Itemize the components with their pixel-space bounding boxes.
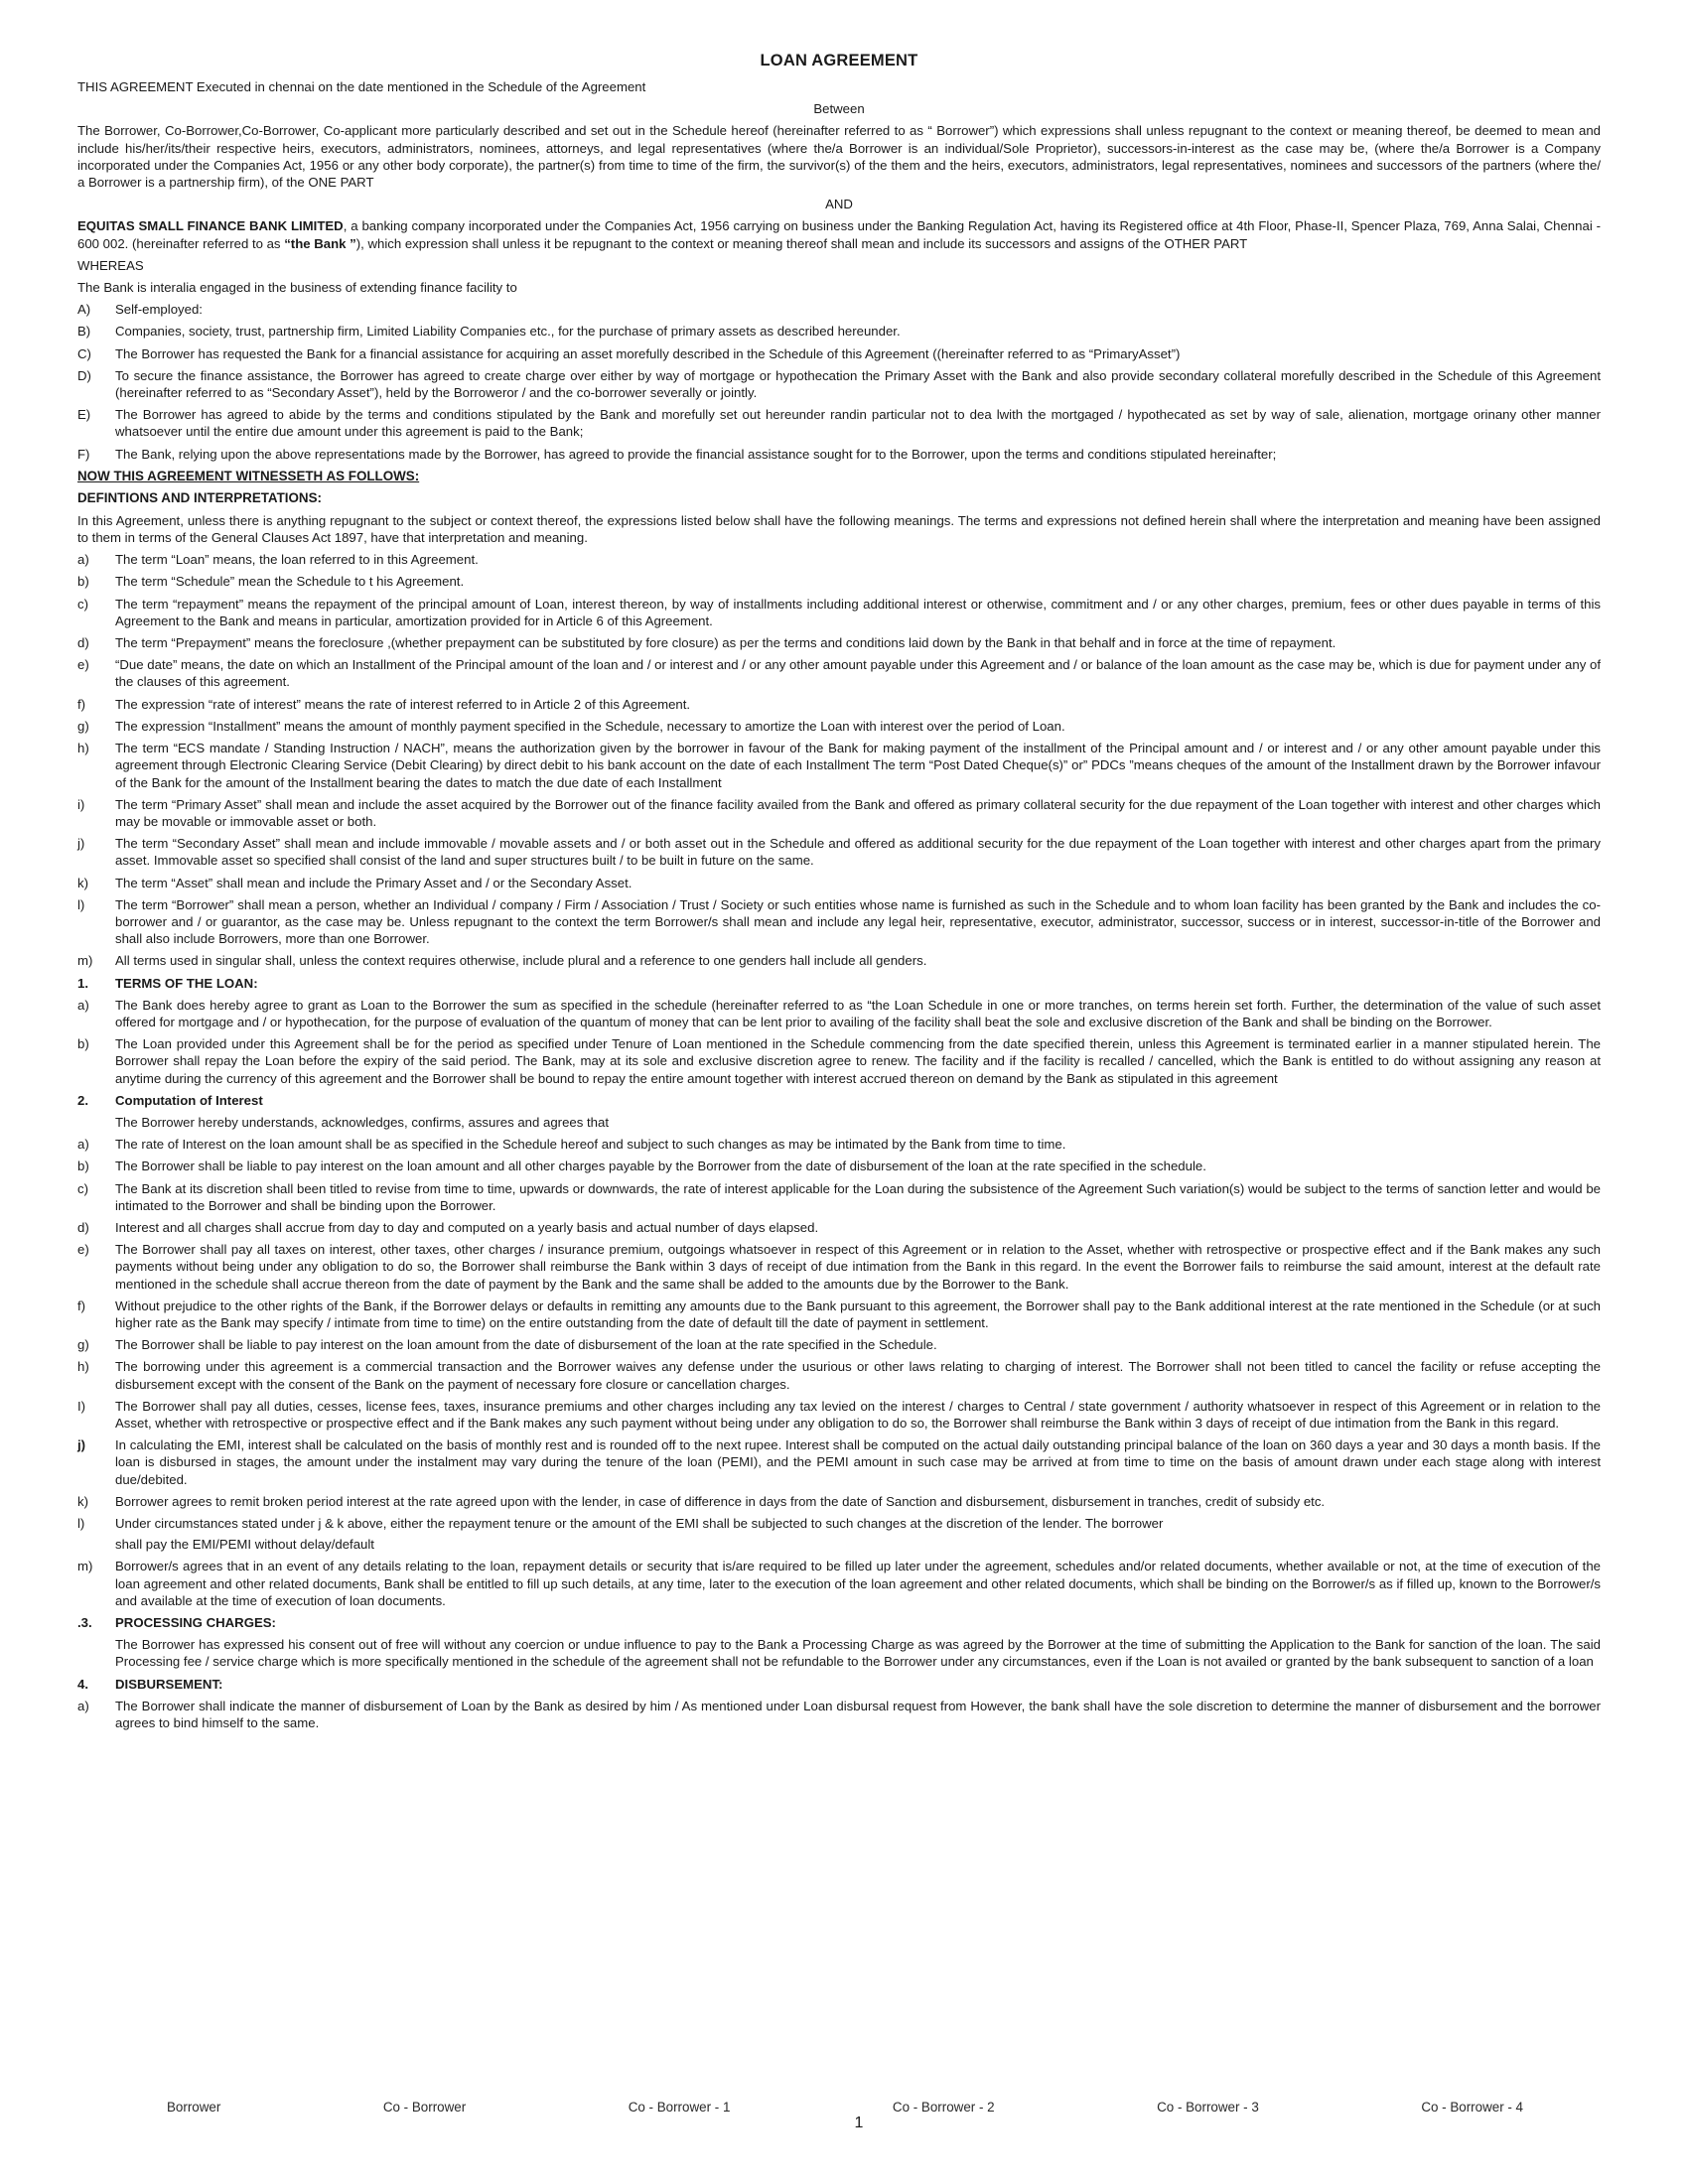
definitions-heading: DEFINTIONS AND INTERPRETATIONS: — [77, 490, 322, 506]
section-2-item-text: The rate of Interest on the loan amount shall be as specified in the Schedule hereof and subject to such changes as may be intimated by the Bank from time to time. — [115, 1137, 1066, 1153]
definition-text: “Due date” means, the date on which an Installment of the Principal amount of the loan and / or interest and / or any other amount payable under this Agreement and / or balance of the loan amount as the case may be, which is due for payment under any of the clauses of this agreement. — [115, 657, 1601, 690]
recital-marker: F) — [77, 446, 90, 462]
section-2-item-marker: I) — [77, 1398, 86, 1414]
definitions-lead: In this Agreement, unless there is anything repugnant to the subject or context thereof, the expressions listed below shall have the following meanings. The terms and expressions not defined herein shall where the interpretation and meaning have been assigned to them in terms of the General Clauses Act 1897, have that interpretation and meaning. — [77, 512, 1601, 546]
definition-marker: l) — [77, 896, 85, 912]
definition-marker: j) — [77, 836, 85, 852]
bank-para-part2: ), which expression shall unless it be repugnant to the context or meaning thereof shall mean and include its successors and assigns of the OTHER PART — [355, 235, 1248, 251]
section-2-item — [77, 1219, 1601, 1236]
signature-label-co-borrower-4: Co - Borrower - 4 — [1421, 2100, 1523, 2115]
section-1-number: 1. — [77, 975, 88, 991]
section-2-item-text: The Borrower shall pay all duties, cesses, license fees, taxes, insurance premiums and other charges including any tax levied on the interest / charges to Central / state government / authority whatsoever in respect of this Agreement or in relation to the Asset, whether with retrospective or prospective effect and if the Bank makes any such payment without being under any obligation to do so, the Borrower shall reimburse the Bank within 3 days of receipt of due intimation from the Bank in this regard. — [115, 1398, 1601, 1431]
recital-text: The Borrower has agreed to abide by the terms and conditions stipulated by the Bank and morefully set out hereunder randin particular not to dea lwith the mortgaged / hypothecated as set by way of sale, alienation, mortgage orinany other manner whatsoever until the entire due amount under this agreement is paid to the Bank; — [115, 407, 1601, 440]
between-label: Between — [813, 101, 865, 117]
signature-row — [77, 2100, 1601, 2115]
section-2-item — [77, 1136, 1601, 1153]
whereas-label: WHEREAS — [77, 257, 144, 273]
recital-marker: C) — [77, 345, 91, 361]
section-2-item-text: The borrowing under this agreement is a commercial transaction and the Borrower waives any defense under the usurious or other laws relating to charging of interest. The Borrower shall not been titled to cancel the facility or refuse accepting the disbursement except with the consent of the Bank on the payment of necessary fore closure or cancellation charges. — [115, 1359, 1601, 1392]
page-number-wrap — [77, 2115, 1601, 2132]
section-2-item-text: Under circumstances stated under j & k above, either the repayment tenure or the amount of the EMI shall be subjected to such changes at the discretion of the lender. The borrower — [115, 1516, 1164, 1532]
section-2-item-text: shall pay the EMI/PEMI without delay/default — [115, 1537, 374, 1553]
section-2-item-text: The Borrower shall pay all taxes on interest, other taxes, other charges / insurance premium, outgoings whatsoever in respect of this Agreement or in relation to the Asset, whether with retrospective or prospective effect and if the Bank makes any such payments without being under any obligation to do so, the Borrower shall reimburse the Bank within 3 days of receipt of due intimation from the Bank in this regard. In the event the Borrower fails to reimburse the said amount, interest at the default rate mentioned in the schedule shall accrue thereon from the date of payment by the Bank and the same shall be added to the amounts due by the Borrower to the Bank. — [115, 1242, 1601, 1292]
section-2-item-marker: h) — [77, 1359, 89, 1375]
recital-text: The Bank, relying upon the above representations made by the Borrower, has agreed to provide the financial assistance sought for to the Borrower, upon the terms and conditions stipulated hereinafter; — [115, 446, 1277, 462]
section-2-item — [77, 1515, 1601, 1532]
intro-line: THIS AGREEMENT Executed in chennai on the date mentioned in the Schedule of the Agreement — [77, 79, 646, 94]
section-3-heading — [77, 1614, 1601, 1631]
section-3-title: PROCESSING CHARGES: — [115, 1615, 276, 1631]
definition-text: The term “Schedule” mean the Schedule to t his Agreement. — [115, 574, 465, 590]
definition-text: The term “Borrower” shall mean a person, whether an Individual / company / Firm / Association / Trust / Society or such entities whose name is furnished as such in the Schedule and to whom loan facility has been granted by the Bank and includes the co-borrower and / or guarantor, as the case may be. Unless repugnant to the context the term Borrower/s shall mean and include any legal heir, representative, executor, administrator, successor, success or in interest, successor-in-title of the Borrower and shall also include Borrowers, more than one Borrower. — [115, 896, 1601, 947]
section-2-item-text: Without prejudice to the other rights of the Bank, if the Borrower delays or defaults in remitting any amounts due to the Bank pursuant to this agreement, the Borrower shall pay to the Bank additional interest at the rate mentioned in the Schedule (or at such higher rate as the Bank may specify / intimate from time to time) on the entire outstanding from the date of default till the date of payment in settlement. — [115, 1297, 1601, 1330]
recital-marker: E) — [77, 407, 91, 423]
recital-marker: A) — [77, 302, 91, 318]
definition-item — [77, 573, 1601, 590]
section-2-item — [77, 1297, 1601, 1331]
section-2-item — [77, 1558, 1601, 1609]
definition-text: The term “ECS mandate / Standing Instruction / NACH”, means the authorization given by the borrower in favour of the Bank for making payment of the installment of the Principal amount and / or interest and / or any other amount payable under this agreement through Electronic Clearing Service (Debit Clearing) by direct debit to his bank account on the date of each Installment The term “Post Dated Cheque(s)” or” PDCs ”means cheques of the amount of the Installment drawn by the Borrower infavour of the Bank for the amount of the Installment bearing the dates to match the due date of each Installment — [115, 741, 1601, 790]
section-1-item-text: The Bank does hereby agree to grant as Loan to the Borrower the sum as specified in the schedule (hereinafter referred to as “the Loan Schedule in one or more tranches, on terms herein set forth. Further, the determination of the value of such asset offered for mortgage and / or hypothecation, for the purpose of evaluation of the quantum of money that can be lent prior to availing of the facility shall beat the sole and exclusive discretion of the Bank and shall be binding on the Borrower. — [115, 997, 1601, 1029]
signature-label-co-borrower-2: Co - Borrower - 2 — [892, 2100, 995, 2115]
section-4-item-text: The Borrower shall indicate the manner of disbursement of Loan by the Bank as desired by him / As mentioned under Loan disbursal request from However, the bank shall have the sole discretion to determine the manner of disbursement and the borrower agrees to bind himself to the same. — [115, 1698, 1601, 1731]
section-4-title: DISBURSEMENT: — [115, 1676, 223, 1692]
borrower-definition-paragraph: The Borrower, Co-Borrower,Co-Borrower, Co-applicant more particularly described and set out in the Schedule hereof (hereinafter referred to as “ Borrower”) which expressions shall unless repugnant to the context or meaning thereof, be deemed to mean and include his/her/its/their respective heirs, executors, administrators, nominees, attorneys, and legal representatives (where the/a Borrower is an individual/Sole Proprietor), successors-in-interest as the case may be, (where the/a Borrower is a Company incorporated under the Companies Act, 1956 or any other body corporate), the partner(s) from time to time of the firm, the survivor(s) of the them and the heirs, executors, administrators, legal representatives, nominees and successors of the partners (where the/ a Borrower is a partnership firm), of the ONE PART — [77, 123, 1601, 191]
section-2-item-text: The Borrower shall be liable to pay interest on the loan amount from the date of disbursement of the loan at the rate specified in the Schedule. — [115, 1337, 937, 1353]
section-2-item-continuation — [77, 1536, 1601, 1553]
section-2-title: Computation of Interest — [115, 1092, 263, 1108]
section-2-item-text: Borrower agrees to remit broken period interest at the rate agreed upon with the lender, in case of difference in days from the date of Sanction and disbursement, disbursement in tranches, credit of subsidy etc. — [115, 1493, 1326, 1509]
section-2-lead: The Borrower hereby understands, acknowledges, confirms, assures and agrees that — [115, 1114, 609, 1130]
bank-para-part1: , a banking company incorporated under the Companies Act, 1956 carrying on business under the Banking Regulation Act, having its Registered office at 4th Floor, Phase-II, Spencer Plaza, 769, Anna Salai, Chennai - 600 002. (hereinafter referred to as — [77, 218, 1601, 251]
definition-item — [77, 835, 1601, 869]
page-number: 1 — [854, 2115, 864, 2131]
section-2-item-text: Borrower/s agrees that in an event of any details relating to the loan, repayment details or security that is/are required to be filled up later under the agreement, schedules and/or related documents, whether available or not, at the time of execution of the loan agreement and other related documents, Bank shall be entitled to fill up such details, at any time, later to the execution of the loan agreement and other related documents, which shall be binding on the Borrower/s as if filled up, known to the Borrower/s and available at the time of execution of loan documents. — [115, 1559, 1601, 1608]
definition-marker: c) — [77, 596, 88, 612]
definition-text: The term “Loan” means, the loan referred to in this Agreement. — [115, 552, 479, 568]
definition-text: The expression “Installment” means the amount of monthly payment specified in the Schedule, necessary to amortize the Loan with interest over the period of Loan. — [115, 718, 1065, 734]
definition-item — [77, 952, 1601, 969]
witnesseth-heading: NOW THIS AGREEMENT WITNESSETH AS FOLLOWS: — [77, 468, 420, 483]
definition-marker: f) — [77, 696, 86, 712]
definition-marker: m) — [77, 953, 93, 969]
section-2-item — [77, 1493, 1601, 1510]
and-label: AND — [825, 197, 853, 212]
section-4-item-marker: a) — [77, 1698, 89, 1713]
section-2-item-marker: g) — [77, 1337, 89, 1353]
recital-item — [77, 367, 1601, 401]
recital-item — [77, 406, 1601, 440]
definition-text: The expression “rate of interest” means the rate of interest referred to in Article 2 of this Agreement. — [115, 696, 691, 712]
section-3-body: The Borrower has expressed his consent out of free will without any coercion or undue influence to pay to the Bank a Processing Charge as was agreed by the Borrower at the time of submitting the Application to the Bank for sanction of the loan. The said Processing fee / service charge which is more specifically mentioned in the schedule of the agreement shall not be refundable to the Borrower under any circumstances, even if the Loan is not availed or granted by the bank subsequent to sanction of a loan — [115, 1637, 1601, 1670]
definition-marker: k) — [77, 875, 88, 890]
section-2-number: 2. — [77, 1092, 88, 1108]
whereas-lead: The Bank is interalia engaged in the business of extending finance facility to — [77, 280, 517, 296]
definition-marker: d) — [77, 635, 89, 651]
section-1-item — [77, 1035, 1601, 1087]
signature-label-co-borrower-3: Co - Borrower - 3 — [1157, 2100, 1259, 2115]
section-2-item — [77, 1158, 1601, 1174]
recital-marker: D) — [77, 367, 91, 383]
section-2-item-marker: a) — [77, 1137, 89, 1153]
page-footer — [77, 2100, 1601, 2132]
section-4-heading — [77, 1676, 1601, 1693]
signature-label-co-borrower: Co - Borrower — [382, 2100, 467, 2115]
section-2-item-marker: d) — [77, 1219, 89, 1235]
section-2-item-marker: c) — [77, 1180, 88, 1196]
definition-text: The term “Primary Asset” shall mean and include the asset acquired by the Borrower out of the finance facility availed from the Bank and offered as primary collateral security for the due repayment of the Loan together with interest and other charges which may be movable or immovable asset or both. — [115, 796, 1601, 829]
section-2-item — [77, 1336, 1601, 1353]
definition-item — [77, 634, 1601, 651]
bank-definition-paragraph — [77, 217, 1601, 251]
definition-item — [77, 596, 1601, 629]
signature-label-co-borrower-1: Co - Borrower - 1 — [628, 2100, 731, 2115]
section-2-item — [77, 1241, 1601, 1293]
recital-item — [77, 345, 1601, 362]
definition-marker: i) — [77, 796, 85, 812]
definition-item — [77, 896, 1601, 948]
definition-marker: b) — [77, 574, 89, 590]
recital-text: To secure the finance assistance, the Borrower has agreed to create charge over either by way of mortgage or hypothecation the Primary Asset with the Bank and also provide secondary collateral morefully described in the Schedule of this Agreement (hereinafter referred to as “Secondary Asset”), held by the Borroweror / and the co-borrower severally or jointly. — [115, 367, 1601, 401]
section-2-item-marker: k) — [77, 1493, 88, 1509]
recital-text: Self-employed: — [115, 302, 203, 318]
page-title: LOAN AGREEMENT — [760, 52, 918, 69]
definition-item — [77, 718, 1601, 735]
section-2-item-text: The Bank at its discretion shall been titled to revise from time to time, upwards or downwards, the rate of interest applicable for the Loan during the subsistence of the Agreement Such variation(s) would be subject to the terms of sanction letter and would be intimated to the Borrower and shall be binding upon the Borrower. — [115, 1180, 1601, 1213]
section-3-number: .3. — [77, 1615, 92, 1631]
definition-item — [77, 740, 1601, 791]
recital-item — [77, 446, 1601, 463]
section-1-heading — [77, 975, 1601, 992]
section-2-heading — [77, 1092, 1601, 1109]
signature-label-borrower: Borrower — [167, 2100, 221, 2115]
recital-item — [77, 301, 1601, 318]
definition-marker: g) — [77, 718, 89, 734]
definition-item — [77, 875, 1601, 891]
definition-text: The term “Prepayment” means the foreclosure ,(whether prepayment can be substituted by fore closure) as per the terms and conditions laid down by the Bank in that behalf and in force at the time of repayment. — [115, 635, 1336, 651]
definition-text: All terms used in singular shall, unless the context requires otherwise, include plural and a reference to one genders hall include all genders. — [115, 953, 927, 969]
definition-item — [77, 551, 1601, 568]
definition-marker: h) — [77, 741, 89, 756]
definition-text: The term “repayment” means the repayment of the principal amount of Loan, interest thereon, by way of installments including additional interest or otherwise, commitment and / or any other charges, premium, fees or other dues payable in terms of this Agreement to the Bank and means in particular, amortization provided for in Article 6 of this Agreement. — [115, 596, 1601, 628]
definition-item — [77, 796, 1601, 830]
recital-item — [77, 323, 1601, 340]
bank-name: EQUITAS SMALL FINANCE BANK LIMITED — [77, 218, 344, 234]
section-1-item-text: The Loan provided under this Agreement shall be for the period as specified under Tenure of Loan mentioned in the Schedule commencing from the date specified therein, unless this Agreement is terminated earlier in a manner stipulated herein. The Borrower shall repay the Loan before the expiry of the said period. The Bank, may at its sole and exclusive discretion agree to renew. The facility and if the facility is recalled / cancelled, which the Bank is entitled to do without assigning any reason at anytime during the currency of this agreement and the Borrower shall be bound to repay the entire amount together with interest accrued thereon on demand by the Bank as stipulated in this agreement — [115, 1036, 1601, 1086]
recital-text: Companies, society, trust, partnership firm, Limited Liability Companies etc., for the purchase of primary assets as described hereunder. — [115, 324, 901, 340]
section-1-title: TERMS OF THE LOAN: — [115, 975, 258, 991]
section-1-item-marker: b) — [77, 1036, 89, 1052]
section-2-item-marker: e) — [77, 1242, 89, 1258]
definition-text: The term “Secondary Asset” shall mean and include immovable / movable assets and / or both asset out in the Schedule and offered as additional security for the due repayment of the Loan together with interest and other charges apart from the primary asset. Immovable asset so specified shall consist of the land and super structures built / to be built in future on the same. — [115, 836, 1601, 869]
section-2-item-marker: f) — [77, 1297, 86, 1313]
definition-item — [77, 696, 1601, 713]
section-1-item — [77, 997, 1601, 1030]
recital-text: The Borrower has requested the Bank for a financial assistance for acquiring an asset morefully described in the Schedule of this Agreement ((hereinafter referred to as “PrimaryAsset”) — [115, 345, 1181, 361]
section-1-item-marker: a) — [77, 997, 89, 1013]
section-2-item-marker: b) — [77, 1159, 89, 1174]
section-4-number: 4. — [77, 1676, 88, 1692]
section-2-item-text: The Borrower shall be liable to pay interest on the loan amount and all other charges payable by the Borrower from the date of disbursement of the loan at the rate specified in the schedule. — [115, 1159, 1206, 1174]
recital-marker: B) — [77, 324, 91, 340]
section-2-item — [77, 1398, 1601, 1432]
definition-text: The term “Asset” shall mean and include the Primary Asset and / or the Secondary Asset. — [115, 875, 633, 890]
section-2-item-text: Interest and all charges shall accrue from day to day and computed on a yearly basis and actual number of days elapsed. — [115, 1219, 819, 1235]
definition-marker: a) — [77, 552, 89, 568]
section-2-item-marker: l) — [77, 1516, 85, 1532]
section-2-item — [77, 1358, 1601, 1392]
section-2-item-text: In calculating the EMI, interest shall be calculated on the basis of monthly rest and is rounded off to the next rupee. Interest shall be computed on the actual daily outstanding principal balance of the loan on 360 days a year and 30 days a month basis. If the loan is disbursed in stages, the amount under the instalment may vary during the tenure of the loan (PEMI), and the PEMI amount in such case may be arrived at from time to time on the basis of amount drawn under each stage along with interest due/debited. — [115, 1437, 1601, 1487]
section-2-item — [77, 1436, 1601, 1488]
definition-marker: e) — [77, 657, 89, 673]
section-4-item — [77, 1698, 1601, 1731]
section-2-item — [77, 1180, 1601, 1214]
bank-quoted-term: “the Bank ” — [284, 235, 356, 251]
definition-item — [77, 656, 1601, 690]
section-2-item-marker: j) — [77, 1437, 86, 1453]
section-2-item-marker: m) — [77, 1559, 93, 1574]
